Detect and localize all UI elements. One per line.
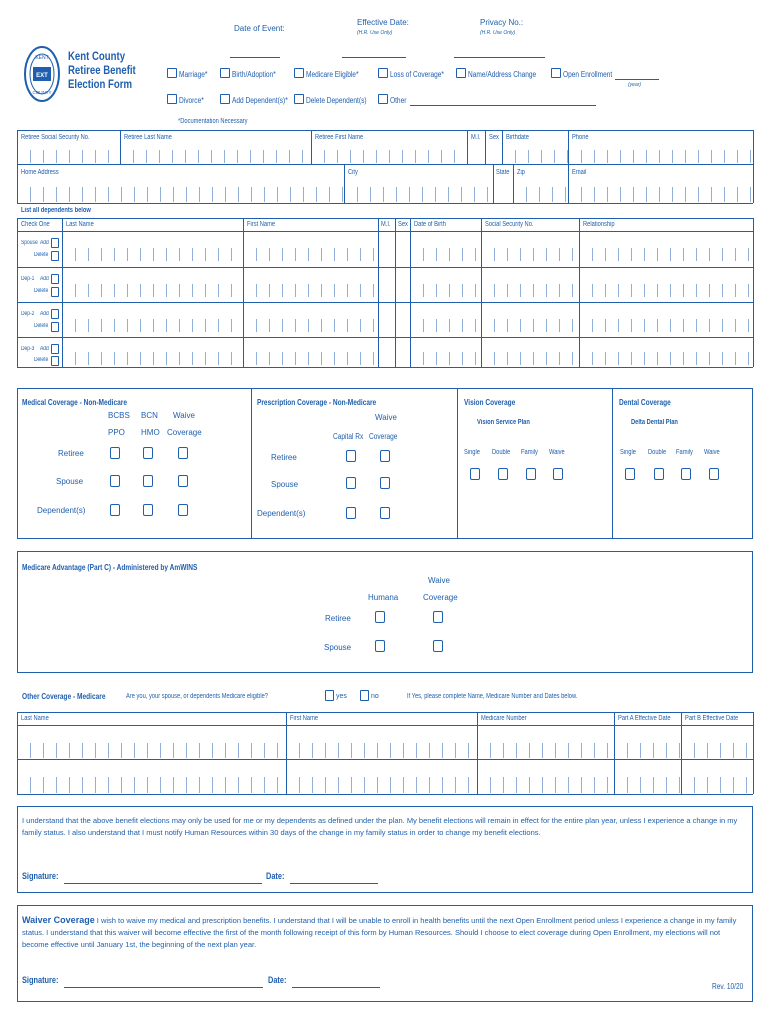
other-coverage-question: Are you, your spouse, or dependents Medicare eligible? [126,693,269,700]
dental-plan-label: Delta Dental Plan [631,419,678,426]
retiree-last-name-label: Retiree Last Name [124,134,172,141]
other-coverage-top-border [17,712,753,713]
open-enrollment-label: Open Enrollment [563,70,613,79]
retiree-grid-bottom-border [17,203,753,204]
spouse-relationship-input[interactable] [580,248,753,261]
dep3-delete-checkbox[interactable] [51,356,59,366]
loss-of-coverage-label: Loss of Coverage* [390,70,444,79]
medical-retiree-waive-checkbox[interactable] [178,447,188,459]
email-input[interactable] [569,187,753,202]
dep2-delete-checkbox[interactable] [51,322,59,332]
dep-add-label: Add [40,311,49,317]
date-of-event-field[interactable] [230,57,280,58]
svg-text:EXT: EXT [36,73,48,79]
waiver-text: I wish to waive my medical and prescription benefits. I understand that I will be unable to enroll in health benefits until the next Open Enrollment period unless I experience a change in my family status. I understand that this waiver will become effective the first of the month following receipt of this form by Human Resources. Should I choose to elect coverage during Open Enrollment, my elections will not become effective until January 1st, the beginning of the next plan year. [22,916,737,949]
oc-row2-last-name-input[interactable] [18,777,286,793]
dep-row-border [17,267,753,268]
other-coverage-right-border [753,712,754,794]
oc-row1-medicare-number-input[interactable] [478,743,614,758]
dep-row-label: Dep-3 [21,346,35,352]
oc-row2-medicare-number-input[interactable] [478,777,614,793]
documentation-note: *Documentation Necessary [178,118,248,125]
grid-divider [395,218,396,367]
ma-retiree-waive-checkbox[interactable] [433,611,443,623]
waiver-signature-field[interactable] [64,987,263,988]
dep-delete-label: Delete [34,288,49,294]
form-title [68,49,153,91]
add-dependents-label: Add Dependent(s)* [232,96,288,105]
vision-family-label: Family [521,449,538,456]
dep-row-border [17,302,753,303]
waiver-date-field[interactable] [292,987,380,988]
other-coverage-instruction: If Yes, please complete Name, Medicare Number and Dates below. [407,693,578,700]
state-label: State [496,169,510,176]
dep1-ssn-input[interactable] [482,284,579,297]
home-address-label: Home Address [21,169,59,176]
vision-plan-label: Vision Service Plan [477,419,530,426]
spouse-last-name-input[interactable] [63,248,243,261]
dep-dob-header: Date of Birth [414,221,446,228]
retiree-sex-input[interactable] [486,150,502,163]
retiree-birthdate-label: Birthdate [506,134,529,141]
humana-label: Humana [368,593,399,602]
agreement-signature-field[interactable] [64,883,262,884]
svg-text:COUNTY: COUNTY [32,90,52,95]
privacy-no-field[interactable] [454,57,545,58]
dep-ssn-header: Social Security No. [485,221,534,228]
email-label: Email [572,169,587,176]
dental-single-label: Single [620,449,636,456]
form-title-line1: Kent County [68,49,126,63]
year-note: (year) [628,82,642,88]
prescription-coverage-title: Prescription Coverage - Non-Medicare [257,398,377,407]
kent-county-seal-logo [23,45,61,103]
dep-mi-header: M.I. [381,221,391,228]
medical-dependents-bcn-checkbox[interactable] [143,504,153,516]
medical-coverage-title: Medical Coverage - Non-Medicare [22,398,127,407]
name-address-change-checkbox[interactable] [456,68,466,78]
ma-spouse-humana-checkbox[interactable] [375,640,385,652]
dep1-relationship-input[interactable] [580,284,753,297]
ma-spouse-waive-checkbox[interactable] [433,640,443,652]
rx-spouse-capital-checkbox[interactable] [346,477,356,489]
dep-delete-label: Delete [34,357,49,363]
other-checkbox[interactable] [378,94,388,104]
zip-input[interactable] [514,187,568,202]
retiree-grid-mid-border [17,164,753,165]
ma-waive-label: Waive [428,576,450,585]
capital-rx-label: Capital Rx [333,432,364,441]
divorce-label: Divorce* [179,96,204,105]
retiree-grid-right-border [753,130,754,203]
other-coverage-row-border [17,759,753,760]
medicare-eligible-checkbox[interactable] [294,68,304,78]
dep-sex-header: Sex [398,221,408,228]
dental-waive-label: Waive [704,449,720,456]
form-title-line3: Election Form [68,77,133,91]
add-dependents-checkbox[interactable] [220,94,230,104]
dental-double-checkbox[interactable] [654,468,664,480]
birth-adoption-label: Birth/Adoption* [232,70,276,79]
medicare-yes-label: yes [336,693,347,700]
waiver-date-label: Date: [268,975,287,985]
medical-spouse-bcbs-checkbox[interactable] [110,475,120,487]
grid-divider [612,388,613,539]
dental-family-label: Family [676,449,693,456]
oc-row1-first-name-input[interactable] [287,743,477,758]
rx-spouse-waive-checkbox[interactable] [380,477,390,489]
medicare-yes-checkbox[interactable] [325,690,334,701]
retiree-sex-label: Sex [489,134,499,141]
rx-retiree-label: Retiree [271,453,297,462]
ma-retiree-label: Retiree [325,614,351,623]
rx-dependents-waive-checkbox[interactable] [380,507,390,519]
rx-retiree-waive-checkbox[interactable] [380,450,390,462]
other-label: Other [390,96,407,105]
divorce-checkbox[interactable] [167,94,177,104]
name-address-change-label: Name/Address Change [468,70,537,79]
dep-first-name-header: First Name [247,221,276,228]
waiver-title: Waiver Coverage [22,915,95,925]
effective-date-field[interactable] [342,57,406,58]
city-label: City [348,169,358,176]
other-coverage-header-border [17,725,753,726]
medicare-no-checkbox[interactable] [360,690,369,701]
rx-dependents-label: Dependent(s) [257,509,306,518]
other-field[interactable] [410,105,596,106]
ma-coverage-label: Coverage [423,593,458,602]
retiree-first-name-input[interactable] [312,150,467,163]
open-enrollment-checkbox[interactable] [551,68,561,78]
dep-add-label: Add [40,276,49,282]
medical-retiree-bcbs-checkbox[interactable] [110,447,120,459]
rx-retiree-capital-checkbox[interactable] [346,450,356,462]
zip-label: Zip [517,169,525,176]
medical-spouse-bcn-checkbox[interactable] [143,475,153,487]
retiree-first-name-label: Retiree First Name [315,134,364,141]
dependents-right-border [753,218,754,367]
waiver-paragraph [22,914,748,951]
dependents-left-border [17,218,18,367]
medical-dependents-bcbs-checkbox[interactable] [110,504,120,516]
dep-add-label: Add [40,240,49,246]
rx-waive-label: Waive [375,413,397,422]
vision-coverage-title: Vision Coverage [464,398,516,407]
dental-single-checkbox[interactable] [625,468,635,480]
vision-single-checkbox[interactable] [470,468,480,480]
dependents-header-border [17,231,753,232]
retiree-last-name-input[interactable] [121,150,311,163]
privacy-no-label: Privacy No.: [480,18,524,27]
ppo-label: PPO [108,428,125,437]
dep-last-name-header: Last Name [66,221,94,228]
retiree-phone-input[interactable] [569,150,753,163]
other-coverage-title: Other Coverage - Medicare [22,692,106,701]
spouse-add-checkbox[interactable] [51,238,59,248]
loss-of-coverage-checkbox[interactable] [378,68,388,78]
marriage-label: Marriage* [179,70,208,79]
vision-family-checkbox[interactable] [526,468,536,480]
vision-double-checkbox[interactable] [498,468,508,480]
rx-spouse-label: Spouse [271,480,299,489]
vision-waive-label: Waive [549,449,565,456]
oc-medicare-number-header: Medicare Number [481,715,527,722]
medicare-advantage-title: Medicare Advantage (Part C) - Administered by AmWINS [22,563,198,572]
oc-last-name-header: Last Name [21,715,49,722]
oc-part-a-header: Part A Effective Date [618,715,671,722]
vision-double-label: Double [492,449,511,456]
dependents-heading: List all dependents below [21,207,91,214]
dep3-ssn-input[interactable] [482,352,579,365]
oc-row2-first-name-input[interactable] [287,777,477,793]
vision-waive-checkbox[interactable] [553,468,563,480]
grid-divider [457,388,458,539]
home-address-input[interactable] [18,187,344,202]
retiree-birthdate-input[interactable] [503,150,568,163]
dep-delete-label: Delete [34,252,49,258]
dep-row-border [17,337,753,338]
dep1-first-name-input[interactable] [244,284,378,297]
dep-row-border [17,367,753,368]
retiree-grid-top-border [17,130,753,131]
oc-row1-last-name-input[interactable] [18,743,286,758]
rx-coverage-label: Coverage [369,432,398,441]
dep3-dob-input[interactable] [411,352,481,365]
retiree-ssn-input[interactable] [18,150,120,163]
grid-divider [251,388,252,539]
vision-single-label: Single [464,449,480,456]
waiver-signature-label: Signature: [22,975,59,985]
other-coverage-bottom-border [17,794,753,795]
oc-row1-part-b-input[interactable] [682,743,753,758]
spouse-ssn-input[interactable] [482,248,579,261]
agreement-text: I understand that the above benefit elections may only be used for me or my dependents as defined under the plan. My benefit elections will remain in effect for the entire plan year, unless I experience a change in my family status. I also understand that I must notify Human Resources within 30 days of the change in my family status in order to change my benefit elections. [22,816,738,837]
effective-date-note: (H.R. Use Only) [357,30,393,36]
dental-coverage-title: Dental Coverage [619,398,671,407]
medical-dependents-waive-checkbox[interactable] [178,504,188,516]
retiree-ssn-label: Retiree Social Security No. [21,134,90,141]
dep2-first-name-input[interactable] [244,319,378,332]
medicare-no-label: no [371,693,379,700]
dep-row-label: Dep-1 [21,276,35,282]
oc-first-name-header: First Name [290,715,319,722]
retiree-phone-label: Phone [572,134,589,141]
dependents-top-border [17,218,753,219]
dental-waive-checkbox[interactable] [709,468,719,480]
agreement-date-field[interactable] [290,883,378,884]
svg-text:KENT: KENT [35,55,49,61]
dep-row-label: Dep-2 [21,311,35,317]
oc-row2-part-b-input[interactable] [682,777,753,793]
medical-retiree-bcn-checkbox[interactable] [143,447,153,459]
dep1-add-checkbox[interactable] [51,274,59,284]
medical-spouse-waive-checkbox[interactable] [178,475,188,487]
dep-row-label: Spouse [21,240,38,246]
dep-relationship-header: Relationship [583,221,615,228]
grid-divider [378,218,379,367]
birth-adoption-checkbox[interactable] [220,68,230,78]
retiree-mi-input[interactable] [468,150,485,163]
medicare-eligible-label: Medicare Eligible* [306,70,359,79]
privacy-no-note: (H.R. Use Only) [480,30,516,36]
revision-label: Rev. 10/20 [712,982,744,991]
state-input[interactable] [494,187,513,202]
form-title-line2: Retiree Benefit [68,63,136,77]
hmo-label: HMO [141,428,160,437]
delete-dependents-label: Delete Dependent(s) [306,96,367,105]
medical-waive-label: Waive [173,411,195,420]
ma-spouse-label: Spouse [324,643,352,652]
medical-coverage-label: Coverage [167,428,202,437]
medical-retiree-label: Retiree [58,449,84,458]
dep2-ssn-input[interactable] [482,319,579,332]
marriage-checkbox[interactable] [167,68,177,78]
dental-double-label: Double [648,449,667,456]
dep2-last-name-input[interactable] [63,319,243,332]
dep3-add-checkbox[interactable] [51,344,59,354]
dep1-last-name-input[interactable] [63,284,243,297]
spouse-first-name-input[interactable] [244,248,378,261]
dep3-last-name-input[interactable] [63,352,243,365]
bcbs-label: BCBS [108,411,130,420]
dep2-dob-input[interactable] [411,319,481,332]
rx-dependents-capital-checkbox[interactable] [346,507,356,519]
city-input[interactable] [345,187,493,202]
dep1-delete-checkbox[interactable] [51,287,59,297]
oc-row1-part-a-input[interactable] [615,743,681,758]
dep2-add-checkbox[interactable] [51,309,59,319]
dep1-dob-input[interactable] [411,284,481,297]
bcn-label: BCN [141,411,158,420]
spouse-dob-input[interactable] [411,248,481,261]
check-one-header: Check One [21,221,50,228]
oc-part-b-header: Part B Effective Date [685,715,739,722]
dep2-relationship-input[interactable] [580,319,753,332]
delete-dependents-checkbox[interactable] [294,94,304,104]
dep3-first-name-input[interactable] [244,352,378,365]
open-enrollment-year-field[interactable] [615,79,659,80]
dental-family-checkbox[interactable] [681,468,691,480]
agreement-signature-label: Signature: [22,871,59,881]
dep-add-label: Add [40,346,49,352]
ma-retiree-humana-checkbox[interactable] [375,611,385,623]
agreement-date-label: Date: [266,871,285,881]
spouse-delete-checkbox[interactable] [51,251,59,261]
retiree-mi-label: M.I. [471,134,481,141]
medical-dependents-label: Dependent(s) [37,506,86,515]
effective-date-label: Effective Date: [357,18,409,27]
dep3-relationship-input[interactable] [580,352,753,365]
oc-row2-part-a-input[interactable] [615,777,681,793]
date-of-event-label: Date of Event: [234,24,285,33]
medical-spouse-label: Spouse [56,477,84,486]
dep-delete-label: Delete [34,323,49,329]
